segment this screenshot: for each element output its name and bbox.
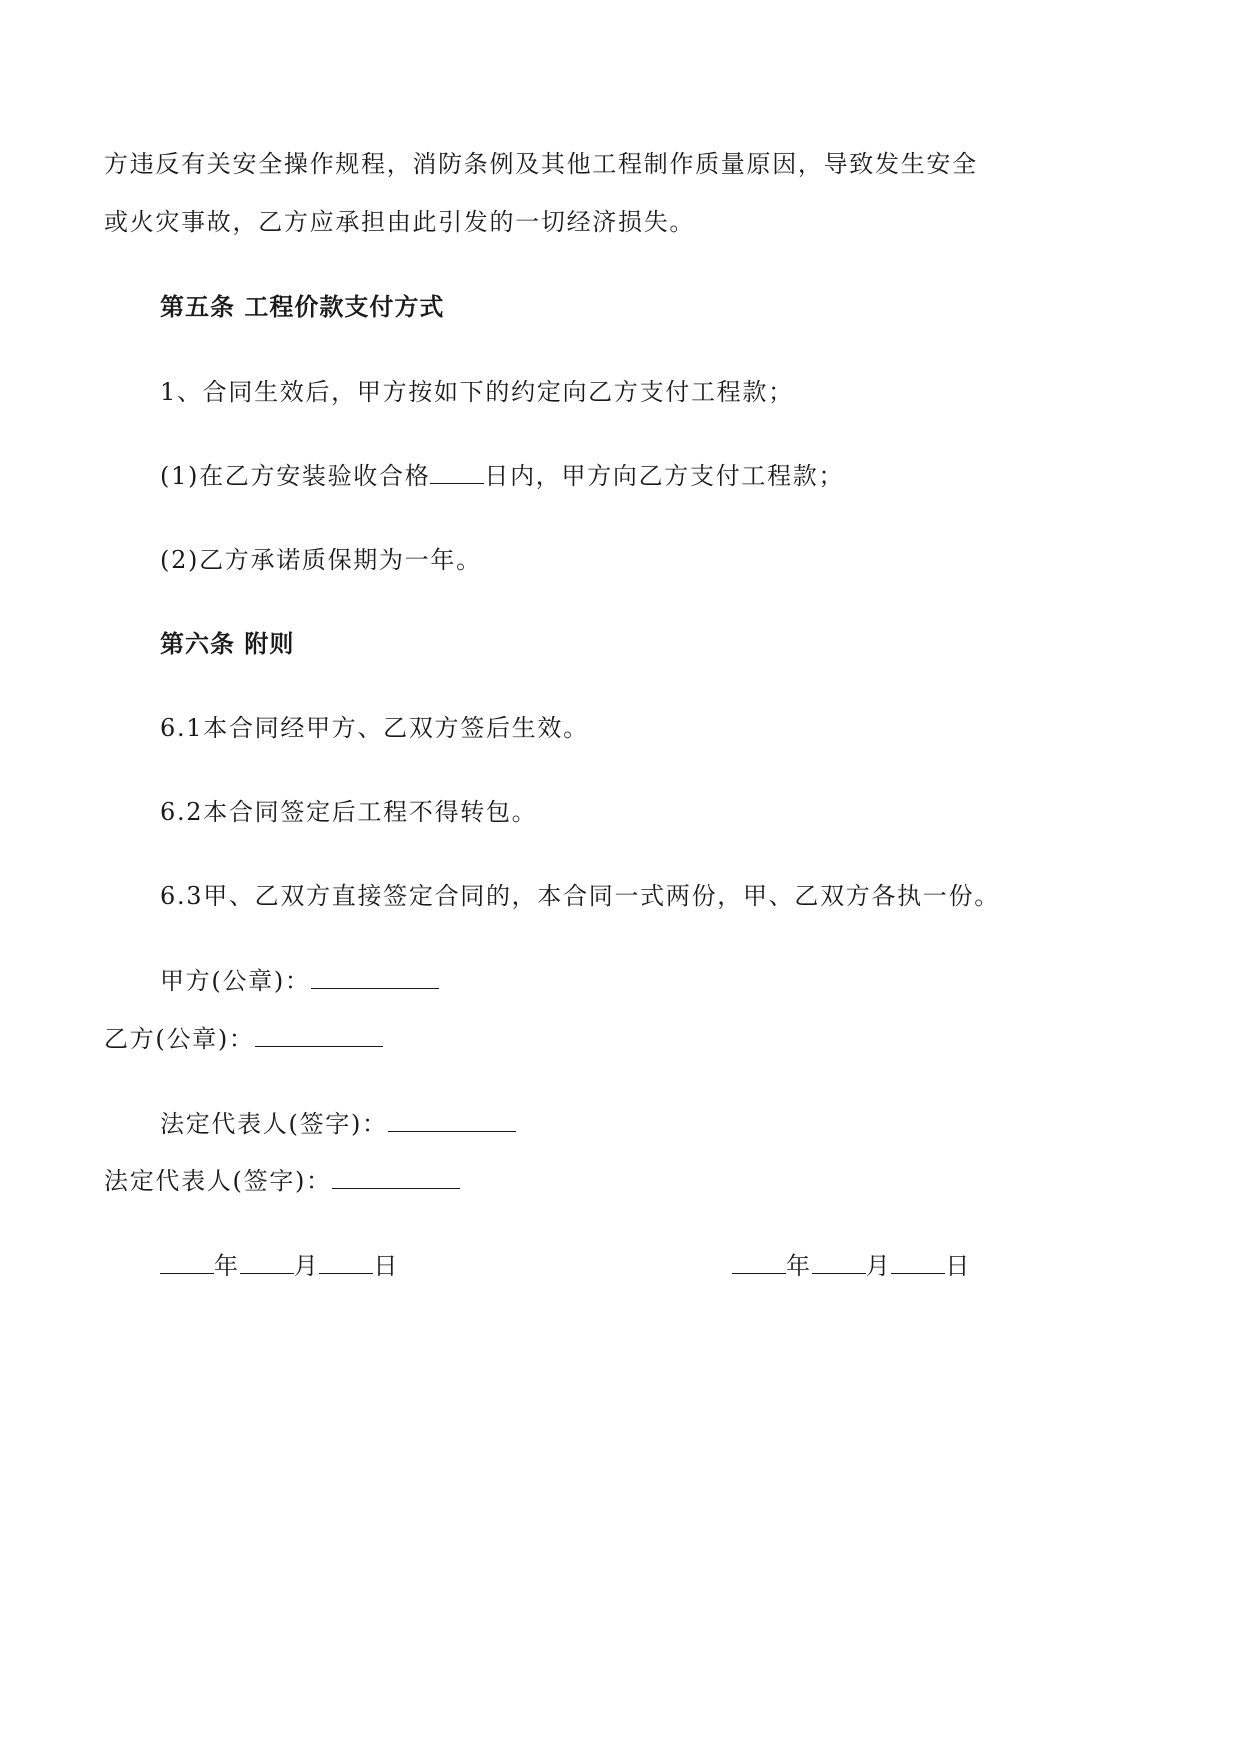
month-label: 月 — [293, 1252, 320, 1280]
party-a-seal-label: 甲方(公章)： — [160, 967, 311, 995]
signature-blank — [388, 1109, 516, 1132]
rep-a-line — [160, 1107, 516, 1141]
date-line-b — [732, 1249, 971, 1283]
day-blank — [319, 1251, 373, 1274]
rep-b-line — [104, 1164, 460, 1198]
clause-6-3: 6.3甲、乙双方直接签定合同的，本合同一式两份，甲、乙双方各执一份。 — [160, 882, 1000, 910]
signature-blank — [311, 966, 439, 989]
clause-6-1: 6.1本合同经甲方、乙双方签后生效。 — [160, 714, 589, 742]
paragraph-line: 或火灾事故，乙方应承担由此引发的一切经济损失。 — [104, 208, 696, 236]
day-label: 日 — [373, 1252, 400, 1280]
signature-blank — [332, 1166, 460, 1189]
day-label: 日 — [945, 1252, 972, 1280]
date-line-a — [160, 1249, 399, 1283]
month-blank — [812, 1251, 866, 1274]
day-blank — [891, 1251, 945, 1274]
clause-5-1: 1、合同生效后，甲方按如下的约定向乙方支付工程款； — [160, 378, 794, 406]
paragraph-line: 方违反有关安全操作规程，消防条例及其他工程制作质量原因，导致发生安全 — [104, 150, 978, 178]
year-blank — [160, 1251, 214, 1274]
blank-line — [430, 461, 484, 484]
article-5-heading: 第五条 工程价款支付方式 — [160, 292, 445, 321]
clause-5-1-sub-1 — [160, 459, 844, 493]
rep-a-label: 法定代表人(签字)： — [160, 1110, 388, 1138]
clause-text: 日内，甲方向乙方支付工程款； — [484, 462, 845, 490]
rep-b-label: 法定代表人(签字)： — [104, 1167, 332, 1195]
party-b-seal-line — [104, 1022, 383, 1056]
year-label: 年 — [786, 1252, 812, 1280]
month-label: 月 — [865, 1252, 892, 1280]
signature-blank — [255, 1024, 383, 1047]
party-a-seal-line — [160, 964, 439, 998]
party-b-seal-label: 乙方(公章)： — [104, 1025, 255, 1053]
year-blank — [732, 1251, 786, 1274]
year-label: 年 — [214, 1252, 240, 1280]
article-6-heading: 第六条 附则 — [160, 629, 295, 658]
month-blank — [240, 1251, 294, 1274]
clause-6-2: 6.2本合同签定后工程不得转包。 — [160, 798, 538, 826]
clause-text: (1)在乙方安装验收合格 — [160, 462, 431, 490]
clause-5-1-sub-2: (2)乙方承诺质保期为一年。 — [160, 546, 482, 574]
